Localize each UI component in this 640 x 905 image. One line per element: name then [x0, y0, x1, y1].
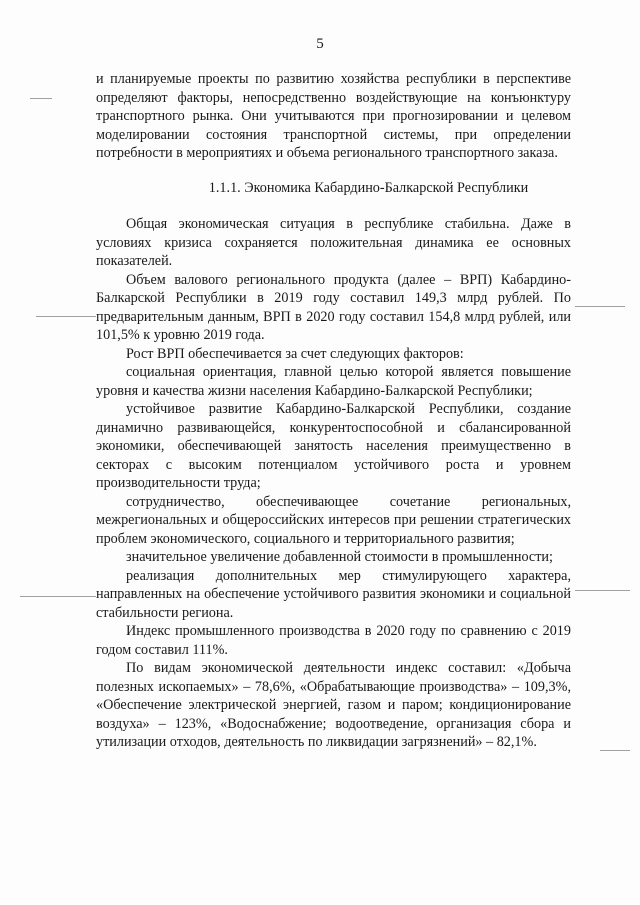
- scan-mark: [575, 590, 630, 591]
- paragraph-factor-measures: реализация дополнительных мер стимулирующего характера, направленных на обеспечение устойчивого развития экономики и социальной стабильности региона.: [96, 567, 571, 621]
- paragraph-factor-social: социальная ориентация, главной целью которой является повышение уровня и качества жизни населения Кабардино-Балкарской Республики;: [96, 364, 571, 399]
- paragraph-grp-volume: Объем валового регионального продукта (далее – ВРП) Кабардино-Балкарской Республики в 2019 году составил 149,3 млрд рублей. По предварительным данным, ВРП в 2020 году составил 154,8 млрд рублей, или 101,5% к уровню 2019 года.: [96, 271, 571, 343]
- intro-paragraph: и планируемые проекты по развитию хозяйства республики в перспективе определяют факторы, непосредственно воздействующие на конъюнктуру транспортного рынка. Они учитываются при прогнозировании и целевом моделировании состояния транспортной системы, при определении потребности в мероприятиях и объема регионального транспортного заказа.: [96, 71, 571, 161]
- paragraph-factor-cooperation: сотрудничество, обеспечивающее сочетание региональных, межрегиональных и общероссийских интересов при решении стратегических проблем экономического, социального и территориального развития;: [96, 493, 571, 547]
- paragraph-factor-added-value: значительное увеличение добавленной стоимости в промышленности;: [126, 549, 553, 565]
- paragraph-activity-index: По видам экономической деятельности индекс составил: «Добыча полезных ископаемых» – 78,6%, «Обрабатывающие производства» – 109,3%, «Обеспечение электрической энергией, газом и паром; кондиционирование воздуха» – 123%, «Водоснабжение; водоотведение, организация сбора и утилизации отходов, деятельность по ликвидации загрязнений» – 82,1%.: [96, 660, 571, 750]
- document-body: [96, 70, 571, 752]
- scan-mark: [20, 596, 96, 597]
- section-heading: 1.1.1. Экономика Кабардино-Балкарской Республики: [208, 179, 529, 196]
- scan-mark: [600, 750, 630, 751]
- paragraph-industrial-index: Индекс промышленного производства в 2020 году по сравнению с 2019 годом составил 111%.: [96, 623, 571, 658]
- paragraph-factor-sustainable: устойчивое развитие Кабардино-Балкарской Республики, создание динамично развивающейся, конкурентоспособной и сбалансированной экономики, обеспечивающей занятость населения преимущественно в секторах с высоким потенциалом устойчивого роста и уровнем производительности труда;: [96, 401, 571, 491]
- scan-mark: [36, 316, 96, 317]
- page-number: 5: [316, 36, 324, 52]
- scan-mark: [575, 306, 625, 307]
- scan-mark: [30, 98, 52, 99]
- paragraph-grp-factors-intro: Рост ВРП обеспечивается за счет следующих факторов:: [126, 345, 464, 362]
- paragraph-situation: Общая экономическая ситуация в республике стабильна. Даже в условиях кризиса сохраняется положительная динамика ее основных показателей.: [96, 216, 571, 269]
